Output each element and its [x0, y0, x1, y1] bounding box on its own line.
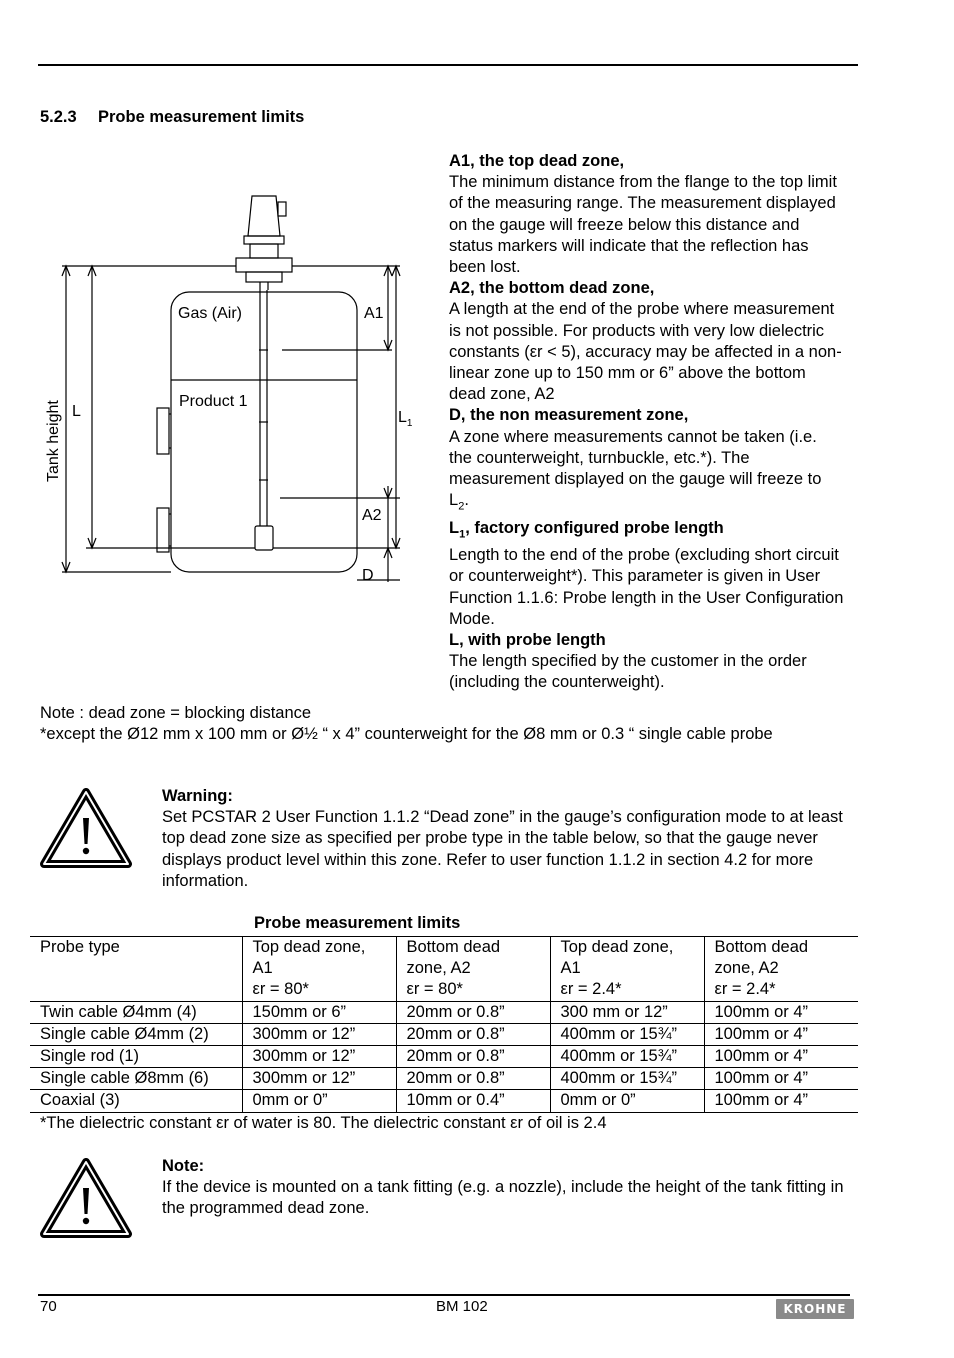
warning-icon — [40, 788, 132, 870]
table-cell: 150mm or 6” — [242, 1001, 396, 1023]
probe-limits-table — [30, 936, 858, 1113]
header-col-4: Bottom dead zone, A2 εr = 2.4* — [704, 937, 858, 1002]
a1-label: A1 — [364, 305, 384, 322]
table-cell: 100mm or 4” — [704, 1001, 858, 1023]
table-cell: 10mm or 0.4” — [396, 1090, 550, 1112]
krohne-logo: KROHNE — [776, 1299, 854, 1319]
note-block — [162, 1156, 852, 1220]
section-title: Probe measurement limits — [98, 108, 305, 126]
table-row — [30, 1046, 858, 1068]
gas-label: Gas (Air) — [178, 305, 242, 322]
table-cell: 300mm or 12” — [242, 1023, 396, 1045]
l1-label: $L_1$ — [398, 409, 413, 429]
a2-heading: A2, the bottom dead zone, — [449, 279, 655, 298]
table-cell: Coaxial (3) — [30, 1090, 242, 1112]
table-cell: Single rod (1) — [30, 1046, 242, 1068]
table-cell: 300mm or 12” — [242, 1068, 396, 1090]
table-caption: Probe measurement limits — [254, 914, 461, 932]
l1-heading: $L_1$, factory configured probe length — [449, 518, 724, 541]
l-text: The length specified by the customer in the order (including the counterweight). — [449, 652, 807, 692]
d-heading: D, the non measurement zone, — [449, 406, 689, 425]
table-row — [30, 1001, 858, 1023]
counterweight — [255, 526, 273, 550]
note-text: If the device is mounted on a tank fitting (e.g. a nozzle), include the height of the tank fitting in the programmed dead zone. — [162, 1178, 844, 1218]
table-cell: 400mm or 15¾” — [550, 1046, 704, 1068]
note-line-1: Note : dead zone = blocking distance — [40, 704, 312, 722]
table-cell: Single cable Ø4mm (2) — [30, 1023, 242, 1045]
header-col-3: Top dead zone, A1 εr = 2.4* — [550, 937, 704, 1002]
connector — [278, 202, 286, 216]
warning-text: Set PCSTAR 2 User Function 1.1.2 “Dead zone” in the gauge’s configuration mode to at least top dead zone size as specified per probe type in the table below, so that the gauge never displays product level within this zone. Refer to user function 1.1.2 in section 4.2 for more information. — [162, 808, 843, 890]
note-heading: Note: — [162, 1157, 205, 1175]
notes — [40, 703, 840, 745]
warning-icon — [40, 1158, 132, 1240]
a1-heading: A1, the top dead zone, — [449, 152, 625, 170]
table-cell: 20mm or 0.8” — [396, 1046, 550, 1068]
table-header-row — [30, 937, 858, 1002]
table-cell: 100mm or 4” — [704, 1046, 858, 1068]
table-cell: 20mm or 0.8” — [396, 1023, 550, 1045]
table-row — [30, 1023, 858, 1045]
section-heading — [40, 108, 304, 127]
table-cell: 0mm or 0” — [242, 1090, 396, 1112]
table-cell: 400mm or 15¾” — [550, 1023, 704, 1045]
table-cell: 100mm or 4” — [704, 1068, 858, 1090]
flange — [236, 258, 292, 272]
table-cell: 100mm or 4” — [704, 1023, 858, 1045]
table-cell: 300 mm or 12” — [550, 1001, 704, 1023]
table-cell: 0mm or 0” — [550, 1090, 704, 1112]
tank-height-label: Tank height — [45, 400, 62, 482]
footer-rule — [38, 1294, 850, 1296]
header-col-2: Bottom dead zone, A2 εr = 80* — [396, 937, 550, 1002]
note-line-2: *except the Ø12 mm x 100 mm or Ø½ “ x 4” counterweight for the Ø8 mm or 0.3 “ single cable probe — [40, 725, 773, 744]
a2-label: A2 — [362, 507, 382, 524]
l1-text: Length to the end of the probe (excluding short circuit or counterweight*). This parameter is given in User Function 1.1.6: Probe length in the User Configuration Mode. — [449, 546, 844, 628]
header-rule — [38, 64, 858, 66]
d-text: A zone where measurements cannot be taken (i.e. the counterweight, turnbuckle, etc.*). The measurement displayed on the gauge will freeze to $L_2$. — [449, 427, 822, 513]
header-col-1: Top dead zone, A1 εr = 80* — [242, 937, 396, 1002]
d-label: D — [362, 567, 374, 584]
a1-text: The minimum distance from the flange to the top limit of the measuring range. The measurement displayed on the gauge will freeze below this distance and status markers will indicate that the reflection has been lost. — [449, 173, 837, 277]
l-heading: L, with probe length — [449, 631, 606, 650]
table-row — [30, 1068, 858, 1090]
table-cell: Twin cable Ø4mm (4) — [30, 1001, 242, 1023]
header-probe-type: Probe type — [30, 937, 242, 1002]
warning-heading: Warning: — [162, 787, 233, 805]
table-footnote: *The dielectric constant εr of water is 80. The dielectric constant εr of oil is 2.4 — [40, 1114, 607, 1132]
tank — [171, 292, 357, 572]
probe-diagram — [30, 190, 420, 600]
warning-block — [162, 786, 852, 892]
page-number: 70 — [40, 1298, 57, 1315]
table-cell: 100mm or 4” — [704, 1090, 858, 1112]
table-row — [30, 1090, 858, 1112]
definitions — [449, 151, 844, 694]
table-cell: 20mm or 0.8” — [396, 1001, 550, 1023]
document-id: BM 102 — [436, 1298, 488, 1315]
table-cell: 300mm or 12” — [242, 1046, 396, 1068]
table-cell: Single cable Ø8mm (6) — [30, 1068, 242, 1090]
converter-housing — [248, 196, 280, 236]
a2-text: A length at the end of the probe where measurement is not possible. For products with very low dielectric constants (εr < 5), accuracy may be affected in a non-linear zone up to 150 mm or 6” above the bottom dead zone, A2 — [449, 300, 842, 404]
table-cell: 400mm or 15¾” — [550, 1068, 704, 1090]
product-label: Product 1 — [179, 393, 248, 410]
l-label: L — [72, 403, 81, 420]
table-cell: 20mm or 0.8” — [396, 1068, 550, 1090]
section-number: 5.2.3 — [40, 108, 77, 126]
